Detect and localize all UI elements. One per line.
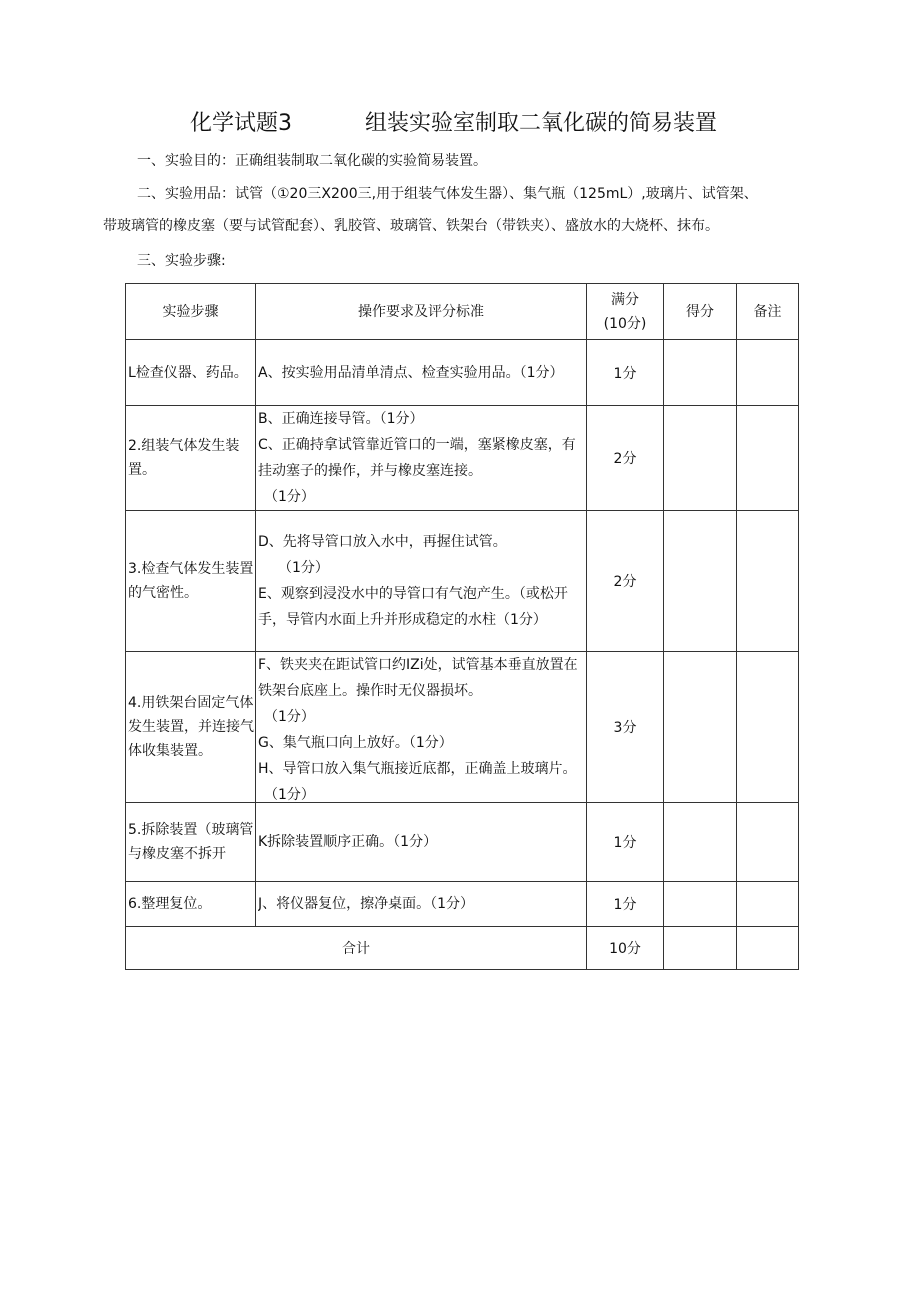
requirement-line: H、导管口放入集气瓶接近底都，正确盖上玻璃片。 bbox=[258, 761, 577, 777]
header-full-score-line2: (10分) bbox=[603, 315, 647, 332]
table-row bbox=[126, 803, 799, 882]
table-row bbox=[126, 340, 799, 406]
table-row bbox=[126, 406, 799, 511]
requirement-line: （1分） bbox=[264, 709, 315, 725]
requirement-line: A、按实验用品清单清点、检查实验用品。（1分） bbox=[258, 364, 564, 381]
score-cell[interactable] bbox=[664, 803, 737, 882]
full-score-cell: 1分 bbox=[587, 882, 664, 927]
table-total-row bbox=[126, 927, 799, 970]
remark-cell[interactable] bbox=[737, 511, 799, 652]
score-cell[interactable] bbox=[664, 511, 737, 652]
remark-cell[interactable] bbox=[737, 340, 799, 406]
total-score-cell[interactable] bbox=[664, 927, 737, 970]
full-score-cell: 2分 bbox=[587, 511, 664, 652]
total-full-score: 10分 bbox=[587, 927, 664, 970]
full-score-cell: 1分 bbox=[587, 340, 664, 406]
full-score-cell: 1分 bbox=[587, 803, 664, 882]
requirement-cell bbox=[256, 882, 587, 927]
requirement-line: F、铁夹夹在距试管口约IZi处，试管基本垂直放置在铁架台底座上。操作时无仪器损坏。 bbox=[258, 657, 578, 699]
requirement-line: E、观察到浸没水中的导管口有气泡产生。（或松开手，导管内水面上升并形成稳定的水柱（1分） bbox=[258, 586, 568, 628]
full-score-cell: 2分 bbox=[587, 406, 664, 511]
section-steps-heading: 三、实验步骤: bbox=[137, 253, 226, 269]
section-purpose: 一、实验目的：正确组装制取二氧化碳的实验简易装置。 bbox=[137, 153, 487, 169]
table-row bbox=[126, 511, 799, 652]
section-materials-line2: 带玻璃管的橡皮塞（要与试管配套）、乳胶管、玻璃管、铁架台（带铁夹）、盛放水的大烧杯、抹布。 bbox=[103, 218, 719, 234]
table-row bbox=[126, 652, 799, 803]
table-row bbox=[126, 882, 799, 927]
header-remark: 备注 bbox=[737, 284, 799, 340]
remark-cell[interactable] bbox=[737, 803, 799, 882]
table-header-row bbox=[126, 284, 799, 340]
score-cell[interactable] bbox=[664, 882, 737, 927]
remark-cell[interactable] bbox=[737, 406, 799, 511]
requirement-line: （1分） bbox=[264, 489, 315, 505]
requirement-line: C、正确持拿试管靠近管口的一端，塞紧橡皮塞，有挂动塞子的操作，并与橡皮塞连接。 bbox=[258, 437, 576, 479]
header-step: 实验步骤 bbox=[126, 284, 256, 340]
requirement-line: （1分） bbox=[278, 560, 329, 576]
remark-cell[interactable] bbox=[737, 652, 799, 803]
requirement-line: K拆除装置顺序正确。（1分） bbox=[258, 834, 438, 850]
remark-cell[interactable] bbox=[737, 882, 799, 927]
requirement-line: J、将仪器复位，擦净桌面。（1分） bbox=[258, 896, 475, 912]
requirement-cell bbox=[256, 511, 587, 652]
step-cell: 3.检查气体发生装置的气密性。 bbox=[126, 511, 256, 652]
header-score: 得分 bbox=[664, 284, 737, 340]
score-cell[interactable] bbox=[664, 340, 737, 406]
title-topic: 组装实验室制取二氧化碳的简易装置 bbox=[365, 111, 718, 136]
requirement-cell bbox=[256, 652, 587, 803]
requirement-cell bbox=[256, 340, 587, 406]
header-full-score bbox=[587, 284, 664, 340]
step-cell: 5.拆除装置（玻璃管与橡皮塞不拆开 bbox=[126, 803, 256, 882]
full-score-cell: 3分 bbox=[587, 652, 664, 803]
requirement-line: （1分） bbox=[264, 787, 315, 802]
requirement-cell bbox=[256, 803, 587, 882]
score-cell[interactable] bbox=[664, 406, 737, 511]
requirement-cell bbox=[256, 406, 587, 511]
section-materials-line1: 二、实验用品：试管（①20三X200三,用于组装气体发生器）、集气瓶（125mL）,玻璃片、试管架、 bbox=[137, 186, 758, 202]
requirement-line: G、集气瓶口向上放好。（1分） bbox=[258, 735, 453, 751]
title-exam-number: 化学试题3 bbox=[190, 111, 292, 136]
requirement-line: B、正确连接导管。（1分） bbox=[258, 411, 424, 427]
step-cell: L检查仪器、药品。 bbox=[126, 340, 256, 406]
scoring-table bbox=[125, 283, 799, 970]
header-full-score-line1: 满分 bbox=[611, 291, 639, 308]
step-cell: 4.用铁架台固定气体发生装置，并连接气体收集装置。 bbox=[126, 652, 256, 803]
step-cell: 6.整理复位。 bbox=[126, 882, 256, 927]
header-requirement: 操作要求及评分标准 bbox=[256, 284, 587, 340]
requirement-clip bbox=[258, 652, 586, 802]
total-remark-cell[interactable] bbox=[737, 927, 799, 970]
total-label: 合计 bbox=[126, 927, 587, 970]
requirement-line: D、先将导管口放入水中，再握住试管。 bbox=[258, 534, 507, 550]
score-cell[interactable] bbox=[664, 652, 737, 803]
step-cell: 2.组装气体发生装置。 bbox=[126, 406, 256, 511]
